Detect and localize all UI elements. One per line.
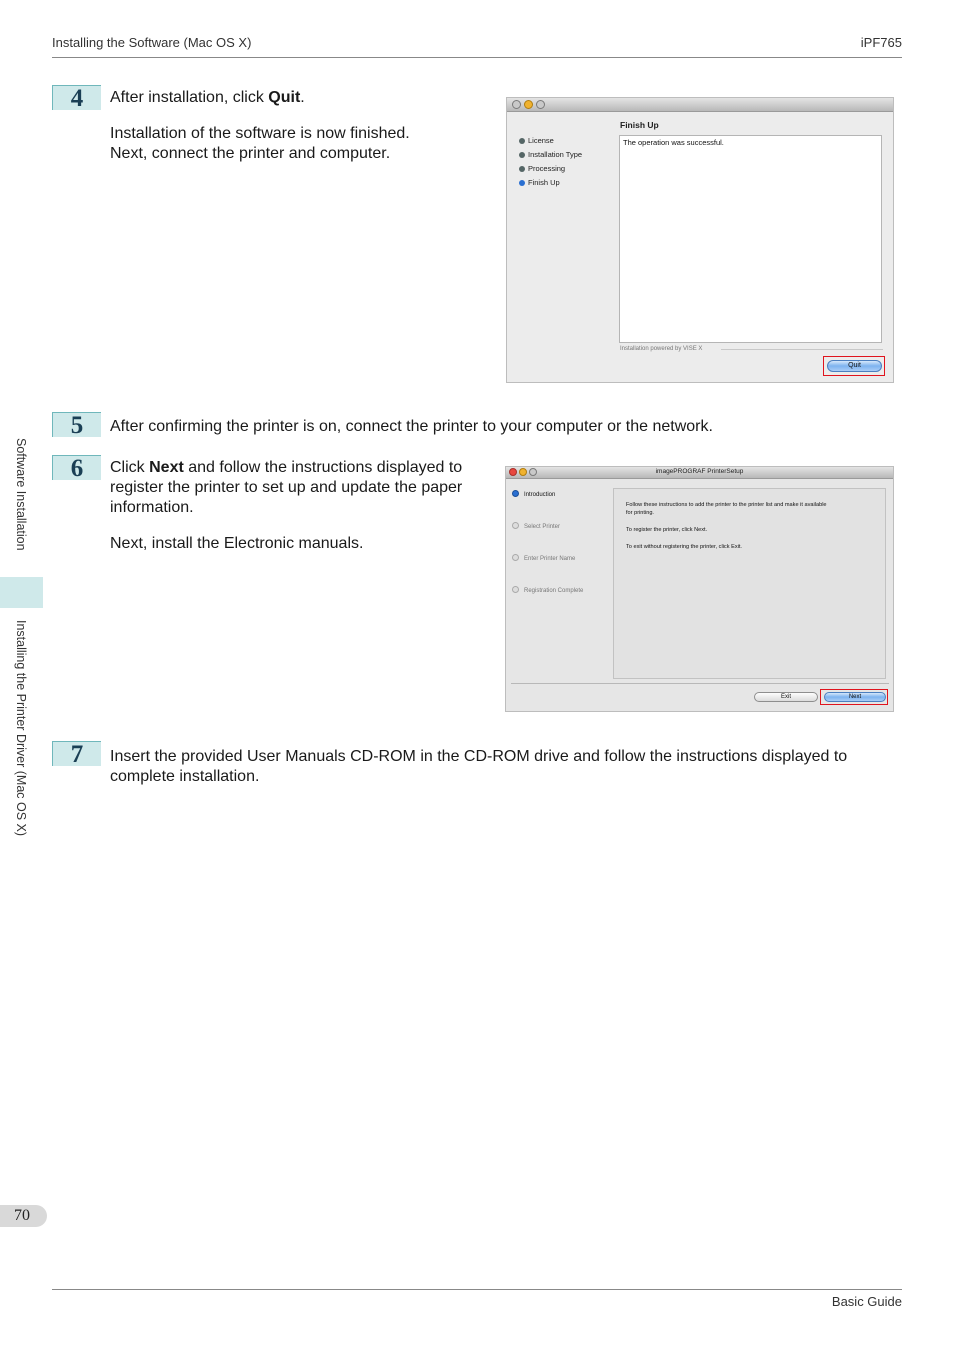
radio-icon <box>512 490 519 497</box>
highlight-next-box <box>820 689 888 705</box>
instruction-line1: Follow these instructions to add the printer to the printer list and make it available <box>626 502 827 508</box>
minimize-icon <box>524 100 533 109</box>
side-tab-marker <box>0 577 43 608</box>
step-4-badge: 4 <box>52 85 101 110</box>
header-left: Installing the Software (Mac OS X) <box>52 35 252 50</box>
quit-button[interactable]: Quit <box>827 360 882 372</box>
step-4-line1: After installation, click Quit. <box>110 89 305 106</box>
instruction-register: To register the printer, click Next. <box>626 527 708 533</box>
title-bar <box>507 98 893 112</box>
step-7-line2: complete installation. <box>110 768 260 785</box>
step-6-badge: 6 <box>52 455 101 480</box>
nav-item-select-printer: Select Printer <box>512 522 560 530</box>
nav-item-introduction: Introduction <box>512 490 555 498</box>
header-rule <box>52 57 902 58</box>
bullet-icon <box>519 152 525 158</box>
window-title: imagePROGRAF PrinterSetup <box>655 468 744 475</box>
side-tab-software-installation[interactable]: Software Installation <box>14 438 28 551</box>
footer-rule <box>52 1289 902 1290</box>
title-bar <box>506 467 893 479</box>
close-icon <box>512 100 521 109</box>
page-number: 70 <box>0 1205 47 1227</box>
footer-divider <box>721 349 883 350</box>
bullet-icon <box>519 138 525 144</box>
step-5-text: After confirming the printer is on, connect the printer to your computer or the network. <box>110 418 713 435</box>
bullet-icon <box>519 180 525 186</box>
nav-item-enter-printer-name: Enter Printer Name <box>512 554 575 562</box>
nav-item-installation-type: Installation Type <box>519 150 582 159</box>
radio-icon <box>512 586 519 593</box>
next-emphasis: Next <box>149 459 184 476</box>
step-6-line2: register the printer to set up and update the paper <box>110 479 463 496</box>
next-button[interactable]: Next <box>824 692 886 702</box>
radio-icon <box>512 522 519 529</box>
installer-finish-screenshot <box>506 97 894 383</box>
step-7-line1: Insert the provided User Manuals CD-ROM in the CD-ROM drive and follow the instructions displayed to <box>110 748 848 765</box>
status-message: The operation was successful. <box>623 138 724 147</box>
instructions-panel <box>613 488 886 679</box>
step-4-para2-line2: Next, connect the printer and computer. <box>110 145 391 162</box>
header-right: iPF765 <box>860 35 902 50</box>
step-6-para2: Next, install the Electronic manuals. <box>110 535 364 552</box>
side-tab-printer-driver[interactable]: Installing the Printer Driver (Mac OS X) <box>14 620 28 837</box>
step-6-line1: Click Next and follow the instructions displayed to <box>110 459 463 476</box>
zoom-icon <box>536 100 545 109</box>
instruction-line2: for printing. <box>626 510 654 516</box>
footer-right: Basic Guide <box>831 1294 902 1309</box>
nav-item-registration-complete: Registration Complete <box>512 586 583 594</box>
instruction-exit: To exit without registering the printer, click Exit. <box>626 544 742 550</box>
highlight-quit-box <box>823 356 885 376</box>
footer-divider <box>511 683 889 684</box>
message-panel <box>619 135 882 343</box>
step-6-line3: information. <box>110 499 194 516</box>
quit-emphasis: Quit <box>268 89 301 106</box>
radio-icon <box>512 554 519 561</box>
panel-heading: Finish Up <box>620 120 659 130</box>
printer-setup-screenshot <box>505 466 894 712</box>
step-5-badge: 5 <box>52 412 101 437</box>
bullet-icon <box>519 166 525 172</box>
nav-item-license: License <box>519 136 554 145</box>
step-7-badge: 7 <box>52 741 101 766</box>
exit-button[interactable]: Exit <box>754 692 818 702</box>
nav-item-processing: Processing <box>519 164 565 173</box>
nav-item-finish-up: Finish Up <box>519 178 560 187</box>
step-4-para2-line1: Installation of the software is now finished. <box>110 125 410 142</box>
powered-by-label: Installation powered by VISE X <box>620 346 703 352</box>
